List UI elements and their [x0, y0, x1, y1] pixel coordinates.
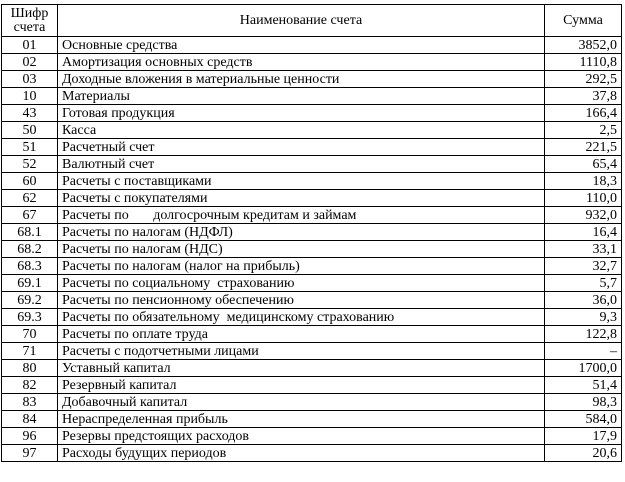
amount-cell: 166,4 — [545, 105, 622, 122]
table-row — [2, 258, 622, 275]
table-row — [2, 173, 622, 190]
account-code-cell: 50 — [2, 122, 58, 139]
table-row — [2, 88, 622, 105]
amount-cell: 3852,0 — [545, 37, 622, 54]
account-code-cell: 68.1 — [2, 224, 58, 241]
account-name-cell: Расчеты с подотчетными лицами — [58, 343, 545, 360]
amount-cell: 16,4 — [545, 224, 622, 241]
account-code-cell: 70 — [2, 326, 58, 343]
header-amount: Сумма — [545, 5, 622, 37]
account-code-cell: 68.3 — [2, 258, 58, 275]
amount-cell: 17,9 — [545, 428, 622, 445]
amount-cell: 37,8 — [545, 88, 622, 105]
header-account-code — [2, 5, 58, 37]
table-row — [2, 309, 622, 326]
account-code-cell: 03 — [2, 71, 58, 88]
account-name-cell: Основные средства — [58, 37, 545, 54]
table-row — [2, 224, 622, 241]
table-row — [2, 326, 622, 343]
account-code-cell: 69.3 — [2, 309, 58, 326]
table-row — [2, 190, 622, 207]
account-name-cell: Расходы будущих периодов — [58, 445, 545, 462]
amount-cell: 2,5 — [545, 122, 622, 139]
table-row — [2, 360, 622, 377]
account-code-cell: 69.2 — [2, 292, 58, 309]
account-code-cell: 82 — [2, 377, 58, 394]
account-code-cell: 43 — [2, 105, 58, 122]
account-name-cell: Расчеты по налогам (НДФЛ) — [58, 224, 545, 241]
account-code-cell: 80 — [2, 360, 58, 377]
accounts-table — [1, 4, 622, 462]
account-name-cell: Расчеты по долгосрочным кредитам и займам — [58, 207, 545, 224]
amount-cell: 221,5 — [545, 139, 622, 156]
amount-cell: 20,6 — [545, 445, 622, 462]
amount-cell: 32,7 — [545, 258, 622, 275]
table-row — [2, 54, 622, 71]
account-code-cell: 51 — [2, 139, 58, 156]
account-code-cell: 10 — [2, 88, 58, 105]
table-row — [2, 377, 622, 394]
account-code-cell: 62 — [2, 190, 58, 207]
amount-cell: – — [545, 343, 622, 360]
amount-cell: 1700,0 — [545, 360, 622, 377]
account-name-cell: Готовая продукция — [58, 105, 545, 122]
account-name-cell: Касса — [58, 122, 545, 139]
account-code-cell: 71 — [2, 343, 58, 360]
table-row — [2, 428, 622, 445]
account-code-cell: 97 — [2, 445, 58, 462]
table-row — [2, 122, 622, 139]
account-name-cell: Доходные вложения в материальные ценности — [58, 71, 545, 88]
account-name-cell: Уставный капитал — [58, 360, 545, 377]
account-name-cell: Расчетный счет — [58, 139, 545, 156]
table-row — [2, 71, 622, 88]
account-name-cell: Резервный капитал — [58, 377, 545, 394]
table-header-row — [2, 5, 622, 37]
account-name-cell: Расчеты по обязательному медицинскому страхованию — [58, 309, 545, 326]
table-row — [2, 445, 622, 462]
amount-cell: 5,7 — [545, 275, 622, 292]
account-code-cell: 68.2 — [2, 241, 58, 258]
amount-cell: 36,0 — [545, 292, 622, 309]
account-name-cell: Расчеты по пенсионному обеспечению — [58, 292, 545, 309]
table-row — [2, 292, 622, 309]
account-name-cell: Расчеты по оплате труда — [58, 326, 545, 343]
account-name-cell: Расчеты по налогам (налог на прибыль) — [58, 258, 545, 275]
amount-cell: 932,0 — [545, 207, 622, 224]
account-code-cell: 67 — [2, 207, 58, 224]
account-name-cell: Расчеты по социальному страхованию — [58, 275, 545, 292]
table-row — [2, 411, 622, 428]
amount-cell: 122,8 — [545, 326, 622, 343]
table-row — [2, 105, 622, 122]
table-row — [2, 139, 622, 156]
account-name-cell: Резервы предстоящих расходов — [58, 428, 545, 445]
account-name-cell: Нераспределенная прибыль — [58, 411, 545, 428]
account-name-cell: Валютный счет — [58, 156, 545, 173]
account-code-cell: 84 — [2, 411, 58, 428]
amount-cell: 292,5 — [545, 71, 622, 88]
account-code-cell: 02 — [2, 54, 58, 71]
header-code-line1: Шифр — [10, 5, 49, 21]
account-code-cell: 01 — [2, 37, 58, 54]
amount-cell: 18,3 — [545, 173, 622, 190]
header-account-name: Наименование счета — [58, 5, 545, 37]
account-code-cell: 83 — [2, 394, 58, 411]
account-code-cell: 52 — [2, 156, 58, 173]
table-row — [2, 275, 622, 292]
account-name-cell: Расчеты с покупателями — [58, 190, 545, 207]
table-row — [2, 156, 622, 173]
table-row — [2, 37, 622, 54]
account-name-cell: Материалы — [58, 88, 545, 105]
account-name-cell: Амортизация основных средств — [58, 54, 545, 71]
account-code-cell: 69.1 — [2, 275, 58, 292]
account-code-cell: 96 — [2, 428, 58, 445]
amount-cell: 51,4 — [545, 377, 622, 394]
amount-cell: 65,4 — [545, 156, 622, 173]
amount-cell: 9,3 — [545, 309, 622, 326]
amount-cell: 33,1 — [545, 241, 622, 258]
table-row — [2, 394, 622, 411]
account-name-cell: Расчеты по налогам (НДС) — [58, 241, 545, 258]
table-row — [2, 343, 622, 360]
amount-cell: 1110,8 — [545, 54, 622, 71]
table-row — [2, 241, 622, 258]
amount-cell: 98,3 — [545, 394, 622, 411]
amount-cell: 110,0 — [545, 190, 622, 207]
account-name-cell: Добавочный капитал — [58, 394, 545, 411]
account-code-cell: 60 — [2, 173, 58, 190]
header-code-line2: счета — [13, 19, 46, 35]
amount-cell: 584,0 — [545, 411, 622, 428]
account-name-cell: Расчеты с поставщиками — [58, 173, 545, 190]
table-body — [2, 37, 622, 462]
table-row — [2, 207, 622, 224]
